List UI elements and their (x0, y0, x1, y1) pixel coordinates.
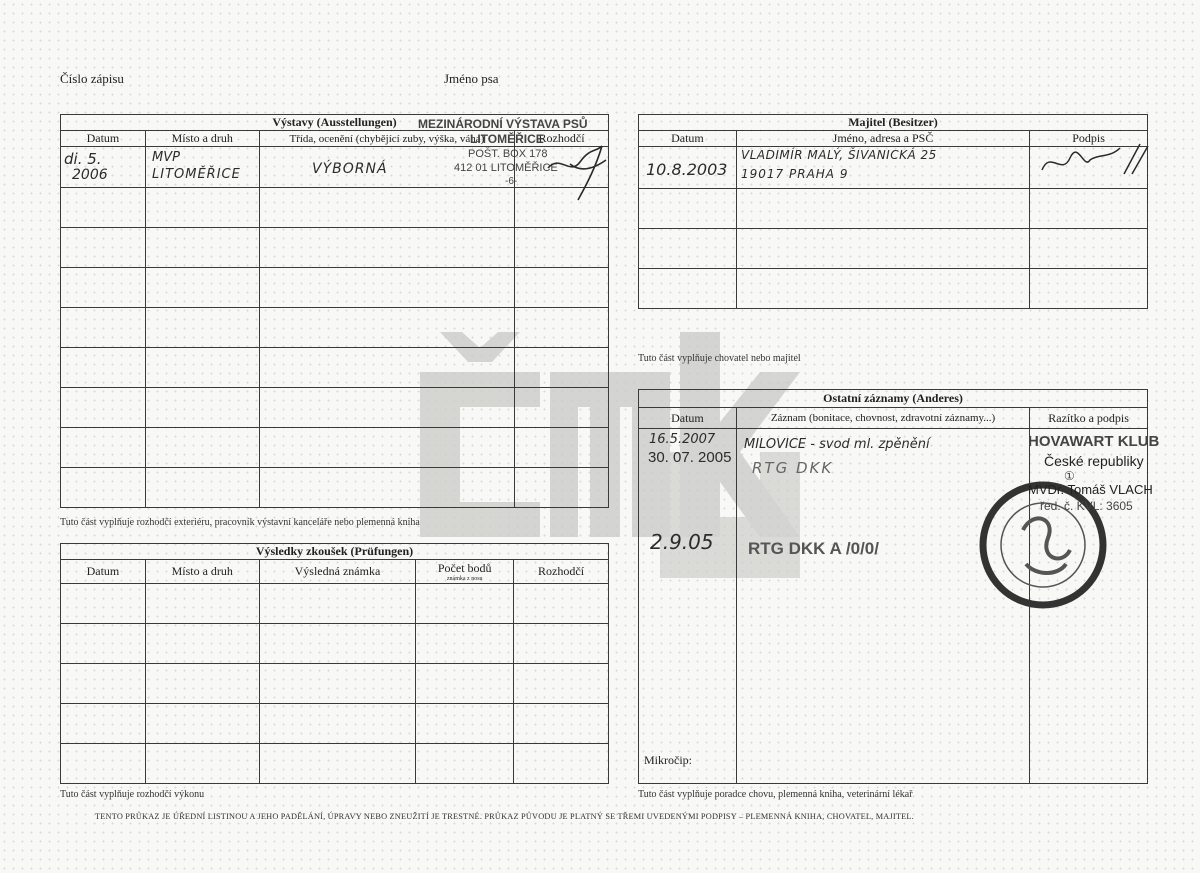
table-row-cell (61, 268, 146, 308)
table-row-cell (61, 308, 146, 348)
record1-date-a: 16.5.2007 (649, 432, 716, 447)
show-place-line2: LITOMĚŘICE (152, 167, 241, 182)
owner-note: Tuto část vyplňuje chovatel nebo majitel (638, 353, 801, 364)
table-row-cell (61, 664, 146, 704)
table-row-cell (61, 348, 146, 388)
other-col-date: Datum (639, 408, 737, 429)
judge-signature (540, 142, 610, 206)
show-stamp-line2: LITOMĚŘICE (470, 132, 544, 146)
record2-date: 2.9.05 (650, 530, 714, 554)
owner-col-signature: Podpis (1030, 131, 1148, 147)
record1-date-b: 30. 07. 2005 (648, 449, 732, 466)
owner-address-line1: VLADIMÍR MALÝ, ŠIVANICKÁ 25 (741, 148, 937, 162)
legal-footer: TENTO PRŮKAZ JE ÚŘEDNÍ LISTINOU A JEHO PADĚLÁNÍ, ÚPRAVY NEBO ZNEUŽITÍ JE TRESTNÉ. PRŮKAZ PŮVODU JE PLATNÝ SE TŘEMI UVEDENÝMI PODPISY – PLEMENNÁ KNIHA, CHOVATEL, MAJITEL. (95, 812, 914, 821)
table-row-cell (61, 228, 146, 268)
table-row-cell (61, 584, 146, 624)
table-row-cell (639, 429, 737, 784)
other-records-note: Tuto část vyplňuje poradce chovu, plemenná kniha, veterinární lékař (638, 789, 913, 800)
show-stamp-line5: -6- (505, 176, 518, 187)
owner-col-name: Jméno, adresa a PSČ (736, 131, 1029, 147)
club-stamp-line5: řed. č. KVL: 3605 (1040, 499, 1133, 513)
club-stamp-line3: ① (1064, 469, 1075, 483)
shows-note: Tuto část vyplňuje rozhodčí exteriéru, pracovník výstavní kanceláře nebo plemenná kniha (60, 517, 420, 528)
exams-title: Výsledky zkoušek (Prüfungen) (61, 544, 609, 560)
table-row-cell (639, 229, 737, 269)
club-stamp-line1: HOVAWART KLUB (1028, 433, 1160, 450)
table-row-cell (61, 624, 146, 664)
club-stamp-line4: MVDr. Tomáš VLACH (1028, 482, 1153, 497)
exams-col-points (416, 560, 514, 584)
other-col-stamp: Razítko a podpis (1030, 408, 1148, 429)
other-col-record: Záznam (bonitace, chovnost, zdravotní záznamy...) (736, 408, 1029, 429)
show-stamp-line3: POŠT. BOX 178 (468, 148, 548, 160)
record1-text-line1: MILOVICE - svod ml. zpěnění (744, 437, 930, 452)
exams-note: Tuto část vyplňuje rozhodčí výkonu (60, 789, 205, 800)
exams-col-grade: Výsledná známka (259, 560, 416, 584)
owner-date: 10.8.2003 (646, 160, 728, 179)
show-date-line2: 2006 (72, 167, 108, 183)
table-row-cell (61, 468, 146, 508)
record2-text: RTG DKK A /0/0/ (748, 539, 879, 558)
table-row-cell (61, 428, 146, 468)
table-row-cell (61, 744, 146, 784)
owner-col-date: Datum (639, 131, 737, 147)
shows-col-class: Třída, ocenění (chybějící zuby, výška, váha) (259, 131, 514, 147)
exams-table (60, 543, 609, 784)
exams-col-place: Místo a druh (145, 560, 259, 584)
registration-number-label: Číslo zápisu (60, 71, 124, 86)
record1-text-line2: RTG DKK (752, 459, 834, 477)
microchip-label: Mikročip: (644, 753, 692, 767)
show-stamp-line1: MEZINÁRODNÍ VÝSTAVA PSŮ (418, 117, 588, 131)
table-row-cell (61, 704, 146, 744)
shows-col-date: Datum (61, 131, 146, 147)
show-award: VÝBORNÁ (312, 161, 388, 177)
table-row-cell (61, 188, 146, 228)
table-row-cell (639, 269, 737, 309)
owner-signature (1040, 140, 1150, 186)
dog-name-label: Jméno psa (444, 71, 499, 86)
club-stamp-line2: České republiky (1044, 453, 1144, 469)
shows-title: Výstavy (Ausstellungen) (61, 115, 609, 131)
exams-col-judge: Rozhodčí (514, 560, 609, 584)
show-stamp-line4: 412 01 LITOMĚŘICE (454, 162, 558, 174)
owner-address-line2: 19017 PRAHA 9 (741, 167, 849, 181)
exams-col-points-sub: známka z nosu (446, 576, 483, 582)
table-row-cell (61, 388, 146, 428)
shows-col-judge: Rozhodčí (515, 131, 609, 147)
other-records-title: Ostatní záznamy (Anderes) (639, 390, 1148, 408)
show-date-line1: di. 5. (64, 150, 102, 168)
show-place-line1: MVP (152, 150, 180, 165)
table-row-cell (639, 189, 737, 229)
shows-col-place: Místo a druh (145, 131, 259, 147)
owner-title: Majitel (Besitzer) (639, 115, 1148, 131)
exams-col-points-label: Počet bodů (437, 561, 492, 575)
exams-col-date: Datum (61, 560, 146, 584)
